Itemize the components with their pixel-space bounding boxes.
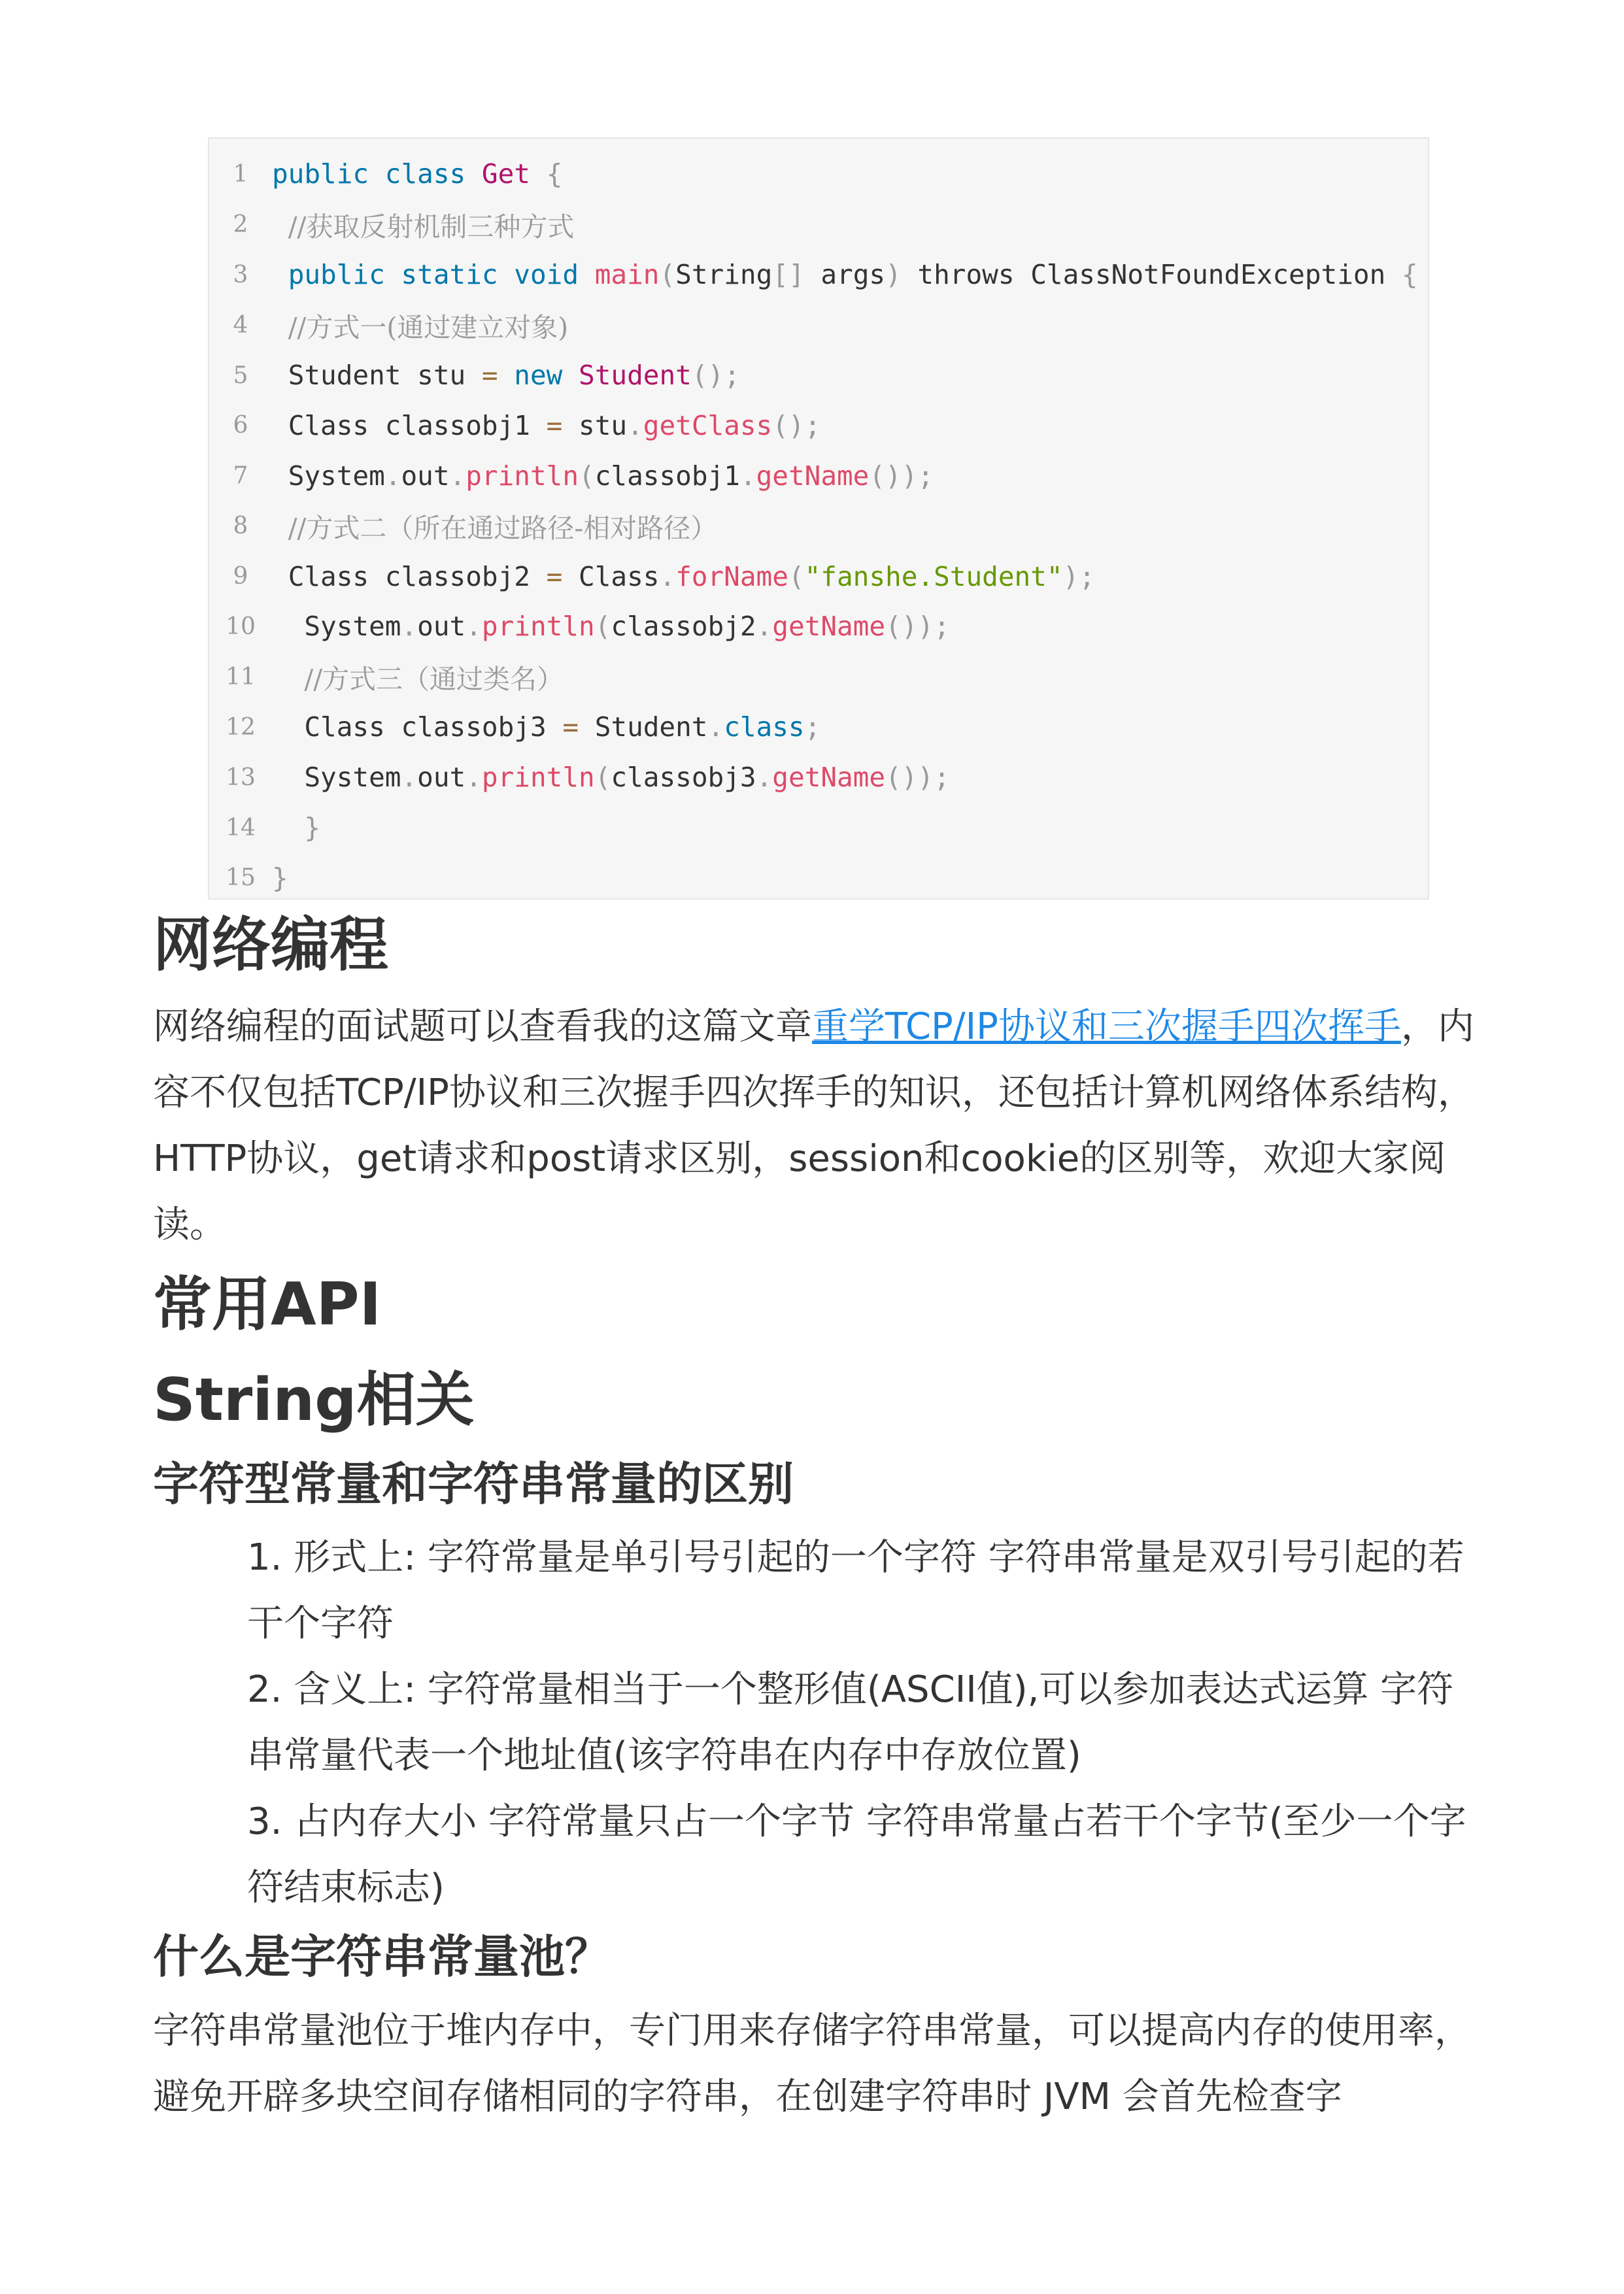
line-number: 4 <box>233 311 248 339</box>
function-name: getName <box>756 460 870 492</box>
line-number: 12 <box>226 713 256 741</box>
line-number: 9 <box>233 563 248 590</box>
line-number: 1 <box>233 160 248 188</box>
code-line: 14 } <box>209 803 1428 853</box>
code-token: Class classobj1 <box>288 409 547 441</box>
code-token: throws ClassNotFoundException <box>901 259 1402 291</box>
code-token: out <box>417 762 466 794</box>
code-token: out <box>401 460 450 492</box>
code-line <box>209 199 1428 250</box>
code-line: 10 System.out.println(classobj2.getName()); <box>209 601 1428 652</box>
network-paragraph <box>153 994 1480 1258</box>
code-line: 13 System.out.println(classobj3.getName()); <box>209 752 1428 803</box>
code-comment: //获取反射机制三种方式 <box>288 211 575 243</box>
keyword: new <box>514 360 563 391</box>
diff-list <box>247 1525 1483 1921</box>
code-line: 3 public static void main(String[] args) throws ClassNotFoundException { <box>209 250 1428 300</box>
code-token: Class <box>562 560 660 592</box>
heading-network: 网络编程 <box>153 911 388 979</box>
code-token: classobj1 <box>594 460 740 492</box>
class-name: Student <box>579 360 692 391</box>
line-number: 6 <box>233 412 248 439</box>
code-token: classobj2 <box>611 611 756 643</box>
keyword: public <box>288 259 385 291</box>
code-comment: //方式二（所在通过路径-相对路径） <box>288 513 718 545</box>
keyword: class <box>384 158 466 190</box>
list-item: 2. 含义上: 字符常量相当于一个整形值(ASCII值),可以参加表达式运算 字符串常量代表一个地址值(该字符串在内存中存放位置) <box>247 1668 1454 1777</box>
function-name: main <box>594 259 660 291</box>
code-line: 5 Student stu = new Student(); <box>209 350 1428 401</box>
function-name: println <box>465 460 579 492</box>
article-link[interactable]: 重学TCP/IP协议和三次握手四次挥手 <box>812 1005 1401 1048</box>
code-token: Class classobj2 <box>288 560 547 592</box>
code-token: String <box>675 259 773 291</box>
code-token: Class classobj3 <box>304 711 563 743</box>
heading-const-diff: 字符型常量和字符串常量的区别 <box>153 1457 794 1511</box>
code-token: System <box>288 460 385 492</box>
function-name: getName <box>772 611 886 643</box>
function-name: getName <box>772 762 886 794</box>
line-number: 8 <box>233 513 248 540</box>
heading-string: String相关 <box>153 1366 475 1434</box>
code-line <box>209 652 1428 702</box>
keyword: public <box>272 158 369 190</box>
code-token: Student <box>579 711 708 743</box>
code-token: classobj3 <box>611 762 756 794</box>
function-name: println <box>481 762 595 794</box>
line-number: 10 <box>226 613 256 640</box>
heading-string-pool: 什么是字符串常量池？ <box>153 1930 611 1983</box>
code-token: Student stu <box>288 360 482 391</box>
code-line: 6 Class classobj1 = stu.getClass(); <box>209 400 1428 450</box>
line-number: 14 <box>226 814 256 841</box>
line-number: 2 <box>233 211 248 238</box>
line-number: 11 <box>226 663 256 690</box>
line-number: 7 <box>233 462 248 490</box>
code-token: out <box>417 611 466 643</box>
function-name: getClass <box>643 409 773 441</box>
code-line: 7 System.out.println(classobj1.getName()); <box>209 450 1428 501</box>
code-block <box>208 137 1429 900</box>
code-line: 12 Class classobj3 = Student.class; <box>209 702 1428 752</box>
network-text-after: ，内容不仅包括TCP/IP协议和三次握手四次挥手的知识，还包括计算机网络体系结构，HTTP协议，get请求和post请求区别，session和cookie的区别等，欢迎大家阅读。 <box>153 1005 1474 1246</box>
function-name: println <box>481 611 595 643</box>
line-number: 3 <box>233 261 248 288</box>
list-item: 3. 占内存大小 字符常量只占一个字节 字符串常量占若干个字节(至少一个字符结束标志) <box>247 1800 1466 1909</box>
code-line: 1 public class Get { <box>209 149 1428 199</box>
network-text-before: 网络编程的面试题可以查看我的这篇文章 <box>153 1005 812 1048</box>
list-item: 1. 形式上: 字符常量是单引号引起的一个字符 字符串常量是双引号引起的若干个字符 <box>247 1536 1464 1645</box>
heading-common-api: 常用API <box>153 1270 382 1339</box>
string-pool-paragraph: 字符串常量池位于堆内存中，专门用来存储字符串常量，可以提高内存的使用率，避免开辟多块空间存储相同的字符串，在创建字符串时 JVM 会首先检查字 <box>153 2010 1471 2118</box>
code-token: args <box>804 259 886 291</box>
function-name: forName <box>675 560 788 592</box>
code-line <box>209 501 1428 551</box>
code-line <box>209 300 1428 350</box>
line-number: 5 <box>233 362 248 389</box>
code-token: System <box>304 611 401 643</box>
code-line: 9 Class classobj2 = Class.forName("fanshe.Student"); <box>209 551 1428 601</box>
code-line: 15 } <box>209 852 1428 903</box>
line-number: 13 <box>226 764 256 791</box>
code-comment: //方式三（通过类名） <box>304 663 564 695</box>
keyword: void <box>514 259 579 291</box>
class-name: Get <box>481 158 530 190</box>
code-token: System <box>304 762 401 794</box>
line-number: 15 <box>226 864 256 892</box>
code-comment: //方式一(通过建立对象) <box>288 311 569 343</box>
keyword: class <box>724 711 805 743</box>
string-literal: "fanshe.Student" <box>804 560 1063 592</box>
code-token: stu <box>562 409 628 441</box>
keyword: static <box>401 259 498 291</box>
